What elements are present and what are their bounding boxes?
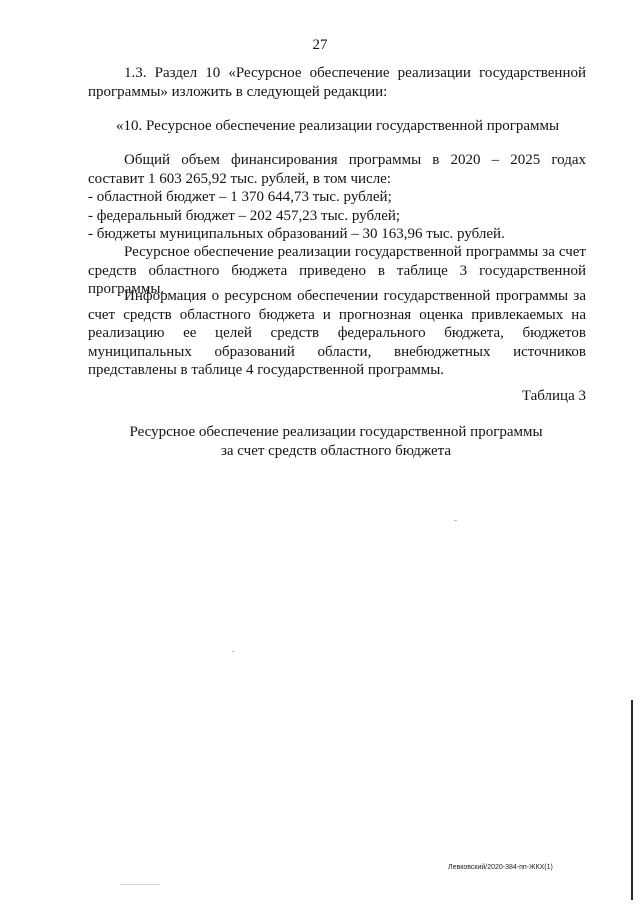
financing-line-2: составит 1 603 265,92 тыс. рублей, в том числе: xyxy=(88,170,392,187)
page-number: 27 xyxy=(312,37,328,53)
amendment-paragraph xyxy=(88,64,586,101)
section-heading-text: «10. Ресурсное обеспечение реализации государственной программы xyxy=(116,118,560,134)
table-label: Таблица 3 xyxy=(521,388,586,404)
financing-item-municipal: - бюджеты муниципальных образований – 30 163,96 тыс. рублей. xyxy=(88,226,505,242)
section-heading xyxy=(88,117,586,136)
info-line-5: представлены в таблице 4 государственной программы. xyxy=(88,362,445,378)
info-line-1: Информация о ресурсном обеспечении государственной программы за xyxy=(124,288,586,304)
amendment-line-2: программы» изложить в следующей редакции: xyxy=(88,83,388,100)
scan-speck xyxy=(454,520,457,521)
scan-edge-line xyxy=(631,700,633,900)
table-title-line-1: Ресурсное обеспечение реализации государственной программы xyxy=(129,424,543,440)
financing-line-1: Общий объем финансирования программы в 2020 – 2025 годах xyxy=(124,152,586,168)
regional-line-3: программы. xyxy=(88,281,165,297)
scan-speck xyxy=(232,651,234,652)
table-title-line-2: за счет средств областного бюджета xyxy=(220,442,452,459)
regional-line-1: Ресурсное обеспечение реализации государственной программы за счет xyxy=(124,244,586,260)
info-line-4: муниципальных образований области, внебюджетных источников xyxy=(88,343,586,360)
table-title xyxy=(84,423,588,460)
info-line-2: счет средств областного бюджета и прогнозная оценка привлекаемых на xyxy=(88,306,586,323)
info-line-3: реализацию ее целей средств федерального бюджета, бюджетов xyxy=(88,325,586,341)
scan-speck xyxy=(120,884,160,885)
financing-paragraph xyxy=(88,151,586,244)
financing-item-federal: - федеральный бюджет – 202 457,23 тыс. рублей; xyxy=(88,207,401,224)
financing-item-regional: - областной бюджет – 1 370 644,73 тыс. рублей; xyxy=(88,189,392,205)
amendment-line-1: 1.3. Раздел 10 «Ресурсное обеспечение реализации государственной xyxy=(124,65,586,81)
info-paragraph xyxy=(88,287,586,380)
document-code: Левковский/2020-384-пп-ЖКХ(1) xyxy=(448,864,553,871)
regional-line-2: средств областного бюджета приведено в таблице 3 государственной xyxy=(88,262,586,279)
